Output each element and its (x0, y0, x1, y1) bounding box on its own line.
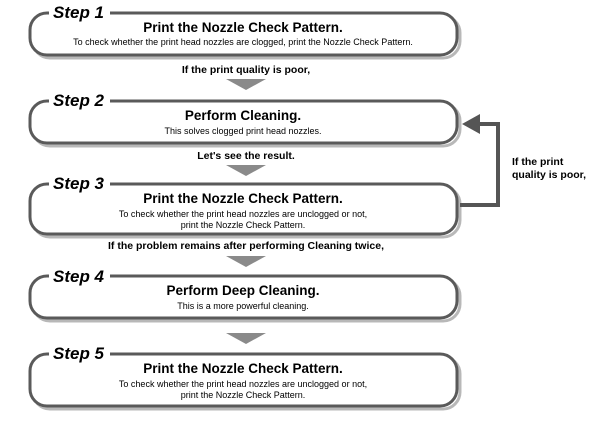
step-3-label: Step 3 (49, 175, 110, 192)
step-3-content (30, 191, 456, 231)
step-5-description-line-1: To check whether the print head nozzles are unclogged or not, (118, 379, 368, 389)
loop-back-note (512, 156, 586, 182)
step-4-label: Step 4 (49, 268, 110, 285)
step-2-content (30, 108, 456, 137)
step-1-description: To check whether the print head nozzles are clogged, print the Nozzle Check Pattern. (73, 37, 413, 47)
loop-back-note-line-1: If the print (512, 156, 564, 168)
step-4-description: This is a more powerful cleaning. (177, 301, 309, 311)
loop-back-connector (460, 124, 498, 205)
down-arrow-icon (226, 256, 266, 267)
loop-back-arrow-icon (462, 114, 480, 134)
step-3-description-line-2: print the Nozzle Check Pattern. (180, 220, 306, 230)
transition-text-2: Let's see the result. (197, 150, 295, 162)
step-5-title: Print the Nozzle Check Pattern. (143, 361, 343, 376)
step-5-content (30, 361, 456, 401)
step-1-title: Print the Nozzle Check Pattern. (143, 20, 343, 35)
step-5-label: Step 5 (49, 345, 110, 362)
step-3-description-line-1: To check whether the print head nozzles are unclogged or not, (118, 209, 368, 219)
step-2-title: Perform Cleaning. (184, 108, 302, 123)
step-2-label: Step 2 (49, 92, 110, 109)
down-arrow-icon (226, 79, 266, 90)
step-3-title: Print the Nozzle Check Pattern. (143, 191, 343, 206)
transition-text-1: If the print quality is poor, (181, 64, 311, 76)
step-2-description: This solves clogged print head nozzles. (164, 126, 322, 136)
step-1-content (30, 20, 456, 48)
step-4-content (30, 283, 456, 312)
step-1-label: Step 1 (49, 4, 110, 21)
down-arrow-icon (226, 165, 266, 176)
transition-text-3: If the problem remains after performing Cleaning twice, (108, 240, 384, 252)
loop-back-note-line-2: quality is poor, (512, 169, 587, 181)
step-5-description-line-2: print the Nozzle Check Pattern. (180, 390, 306, 400)
down-arrow-icon (226, 333, 266, 344)
step-4-title: Perform Deep Cleaning. (166, 283, 320, 298)
